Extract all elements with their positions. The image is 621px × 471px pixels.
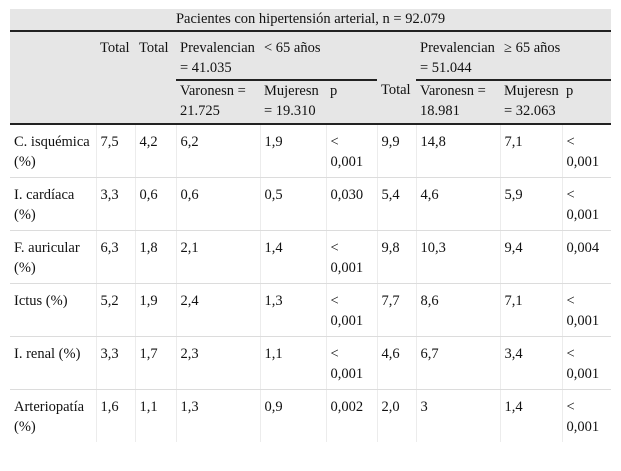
row-label: C. isquémica (%) xyxy=(10,124,96,178)
cell: 0,9 xyxy=(260,390,326,443)
table-row xyxy=(10,390,611,443)
row-label: Ictus (%) xyxy=(10,284,96,337)
header-age-65plus: ≥ 65 años xyxy=(500,31,611,80)
cell: 1,1 xyxy=(135,390,176,443)
header-men-under65: Varonesn = 21.725 xyxy=(176,80,260,124)
cell: 4,2 xyxy=(135,124,176,178)
cell: < 0,001 xyxy=(562,178,611,231)
cell: 9,8 xyxy=(377,231,416,284)
cell: 2,4 xyxy=(176,284,260,337)
cell: 3 xyxy=(416,390,500,443)
cell: 0,5 xyxy=(260,178,326,231)
header-empty-1 xyxy=(96,80,135,124)
cell: 7,7 xyxy=(377,284,416,337)
cell: < 0,001 xyxy=(562,284,611,337)
cell: 7,1 xyxy=(500,124,562,178)
header-men-65plus: Varonesn = 18.981 xyxy=(416,80,500,124)
table-row xyxy=(10,124,611,178)
header-age-under65: < 65 años xyxy=(260,31,377,80)
table-title: Pacientes con hipertensión arterial, n = 92.079 xyxy=(10,9,611,31)
cell: 1,3 xyxy=(176,390,260,443)
cell: 1,4 xyxy=(260,231,326,284)
header-total-3: Total xyxy=(377,80,416,124)
cell: 0,030 xyxy=(326,178,377,231)
cell: 4,6 xyxy=(416,178,500,231)
cell: < 0,001 xyxy=(326,231,377,284)
header-women-65plus: Mujeresn = 32.063 xyxy=(500,80,562,124)
cell: 6,2 xyxy=(176,124,260,178)
cell: 7,5 xyxy=(96,124,135,178)
header-p-65plus: p xyxy=(562,80,611,124)
cell: 9,4 xyxy=(500,231,562,284)
cell: 0,002 xyxy=(326,390,377,443)
cell: 1,6 xyxy=(96,390,135,443)
cell: < 0,001 xyxy=(562,337,611,390)
cell: < 0,001 xyxy=(566,399,600,435)
header-empty-2 xyxy=(135,80,176,124)
cell: 0,6 xyxy=(176,178,260,231)
cell: 4,6 xyxy=(377,337,416,390)
row-label: I. cardíaca (%) xyxy=(10,178,96,231)
cell: 1,9 xyxy=(260,124,326,178)
row-label: I. renal (%) xyxy=(10,337,96,390)
table-header xyxy=(10,9,611,124)
cell: 3,3 xyxy=(96,178,135,231)
cell: 5,9 xyxy=(500,178,562,231)
cell: 1,8 xyxy=(135,231,176,284)
header-corner xyxy=(10,31,96,80)
table-row xyxy=(10,337,611,390)
cell: 1,3 xyxy=(260,284,326,337)
header-prevalence-under65: Prevalencian = 41.035 xyxy=(176,31,260,80)
header-prevalence-65plus: Prevalencian = 51.044 xyxy=(416,31,500,80)
cell: 5,2 xyxy=(96,284,135,337)
row-label: F. auricular (%) xyxy=(10,231,96,284)
cell: 6,7 xyxy=(416,337,500,390)
cell: 6,3 xyxy=(96,231,135,284)
header-total-2: Total xyxy=(135,31,176,80)
header-spacer xyxy=(377,31,416,80)
cell: 0,004 xyxy=(562,231,611,284)
cell: < 0,001 xyxy=(326,337,377,390)
cell: 9,9 xyxy=(377,124,416,178)
cell: < 0,001 xyxy=(326,124,377,178)
row-label: Arteriopatía (%) xyxy=(10,390,96,443)
header-p-under65: p xyxy=(326,80,377,124)
cell: 3,3 xyxy=(96,337,135,390)
cell: 10,3 xyxy=(416,231,500,284)
cell: 1,4 xyxy=(500,390,562,443)
table-row xyxy=(10,284,611,337)
cell: 7,1 xyxy=(500,284,562,337)
table-row xyxy=(10,231,611,284)
cell: < 0,001 xyxy=(326,284,377,337)
cell: 3,4 xyxy=(500,337,562,390)
table-row xyxy=(10,178,611,231)
cell: < 0,001 xyxy=(562,124,611,178)
header-total-1: Total xyxy=(96,31,135,80)
hypertension-table xyxy=(10,9,611,442)
cell: 0,6 xyxy=(135,178,176,231)
cell: 5,4 xyxy=(377,178,416,231)
cell: 1,9 xyxy=(135,284,176,337)
cell: 2,1 xyxy=(176,231,260,284)
cell: 8,6 xyxy=(416,284,500,337)
header-women-under65: Mujeresn = 19.310 xyxy=(260,80,326,124)
cell: 1,1 xyxy=(260,337,326,390)
header-corner-2 xyxy=(10,80,96,124)
cell: 2,3 xyxy=(176,337,260,390)
cell: 2,0 xyxy=(377,390,416,443)
cell: 1,7 xyxy=(135,337,176,390)
cell: 14,8 xyxy=(416,124,500,178)
table-body xyxy=(10,124,611,442)
